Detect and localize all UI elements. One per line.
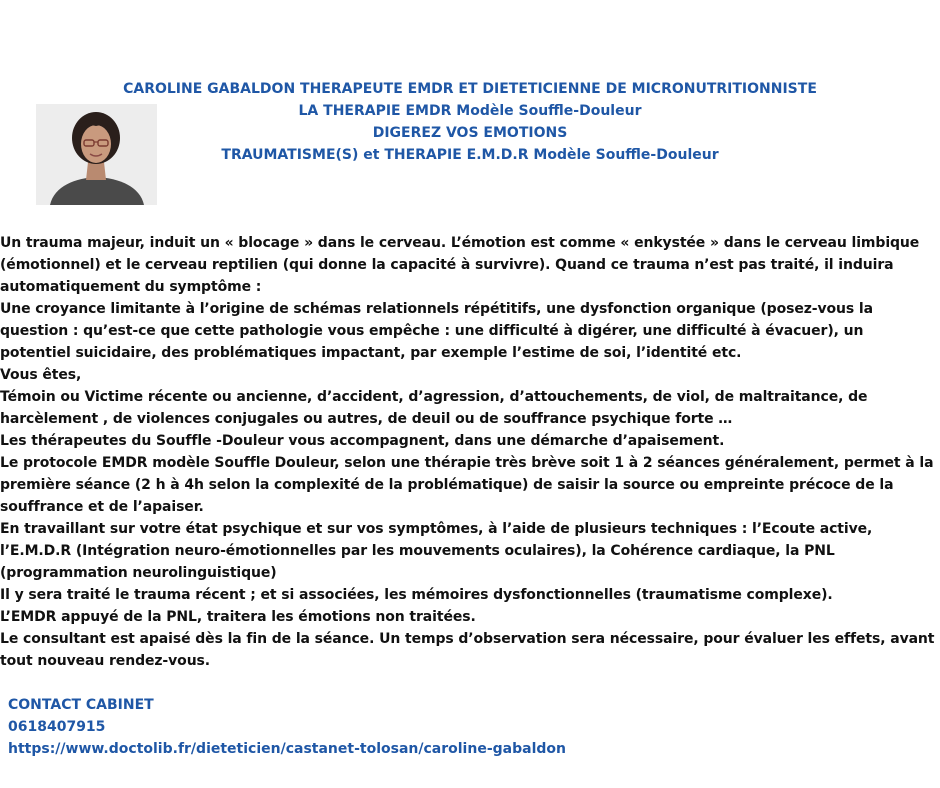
paragraph: L’EMDR appuyé de la PNL, traitera les émotions non traitées. [0,609,476,625]
header-title: CAROLINE GABALDON THERAPEUTE EMDR ET DIETETICIENNE DE MICRONUTRITIONNISTE [123,81,817,97]
header-subtitle-therapy: LA THERAPIE EMDR Modèle Souffle-Douleur [298,103,642,119]
contact-block [8,694,566,760]
paragraph: Vous êtes, [0,367,82,383]
header-subtitle-emotions: DIGEREZ VOS EMOTIONS [372,125,568,141]
contact-phone[interactable]: 0618407915 [8,719,106,735]
contact-title: CONTACT CABINET [8,697,154,713]
paragraph: Témoin ou Victime récente ou ancienne, d’accident, d’agression, d’attouchements, de viol, de maltraitance, de harcèlement , de violences conjugales ou autres, de deuil ou de souffrance psychique forte … [0,389,868,427]
paragraph: Le protocole EMDR modèle Souffle Douleur, selon une thérapie très brève soit 1 à 2 séances généralement, permet à la première séance (2 h à 4h selon la complexité de la problématique) de saisir la source ou empreinte précoce de la souffrance et de l’apaiser. [0,455,934,515]
header-subtitle-trauma: TRAUMATISME(S) et THERAPIE E.M.D.R Modèle Souffle-Douleur [221,147,719,163]
paragraph: Il y sera traité le trauma récent ; et si associées, les mémoires dysfonctionnelles (traumatisme complexe). [0,587,833,603]
article-body [0,232,938,672]
paragraph: Le consultant est apaisé dès la fin de la séance. Un temps d’observation sera nécessaire, pour évaluer les effets, avant tout nouveau rendez-vous. [0,631,935,669]
paragraph: Une croyance limitante à l’origine de schémas relationnels répétitifs, une dysfonction organique (posez-vous la question : qu’est-ce que cette pathologie vous empêche : une difficulté à digérer, une difficulté à évacuer), un potentiel suicidaire, des problématiques impactant, par exemple l’estime de soi, l’identité etc. [0,301,873,361]
contact-link[interactable]: https://www.doctolib.fr/dieteticien/castanet-tolosan/caroline-gabaldon [8,741,566,757]
paragraph: En travaillant sur votre état psychique et sur vos symptômes, à l’aide de plusieurs techniques : l’Ecoute active, l’E.M.D.R (Intégration neuro-émotionnelles par les mouvements oculaires), la Cohérence cardiaque, la PNL (programmation neurolinguistique) [0,521,873,581]
paragraph: Un trauma majeur, induit un « blocage » dans le cerveau. L’émotion est comme « enkystée » dans le cerveau limbique (émotionnel) et le cerveau reptilien (qui donne la capacité à survivre). Quand ce trauma n’est pas traité, il induira automatiquement du symptôme : [0,235,920,295]
paragraph: Les thérapeutes du Souffle -Douleur vous accompagnent, dans une démarche d’apaisement. [0,433,725,449]
page-header [0,78,940,166]
